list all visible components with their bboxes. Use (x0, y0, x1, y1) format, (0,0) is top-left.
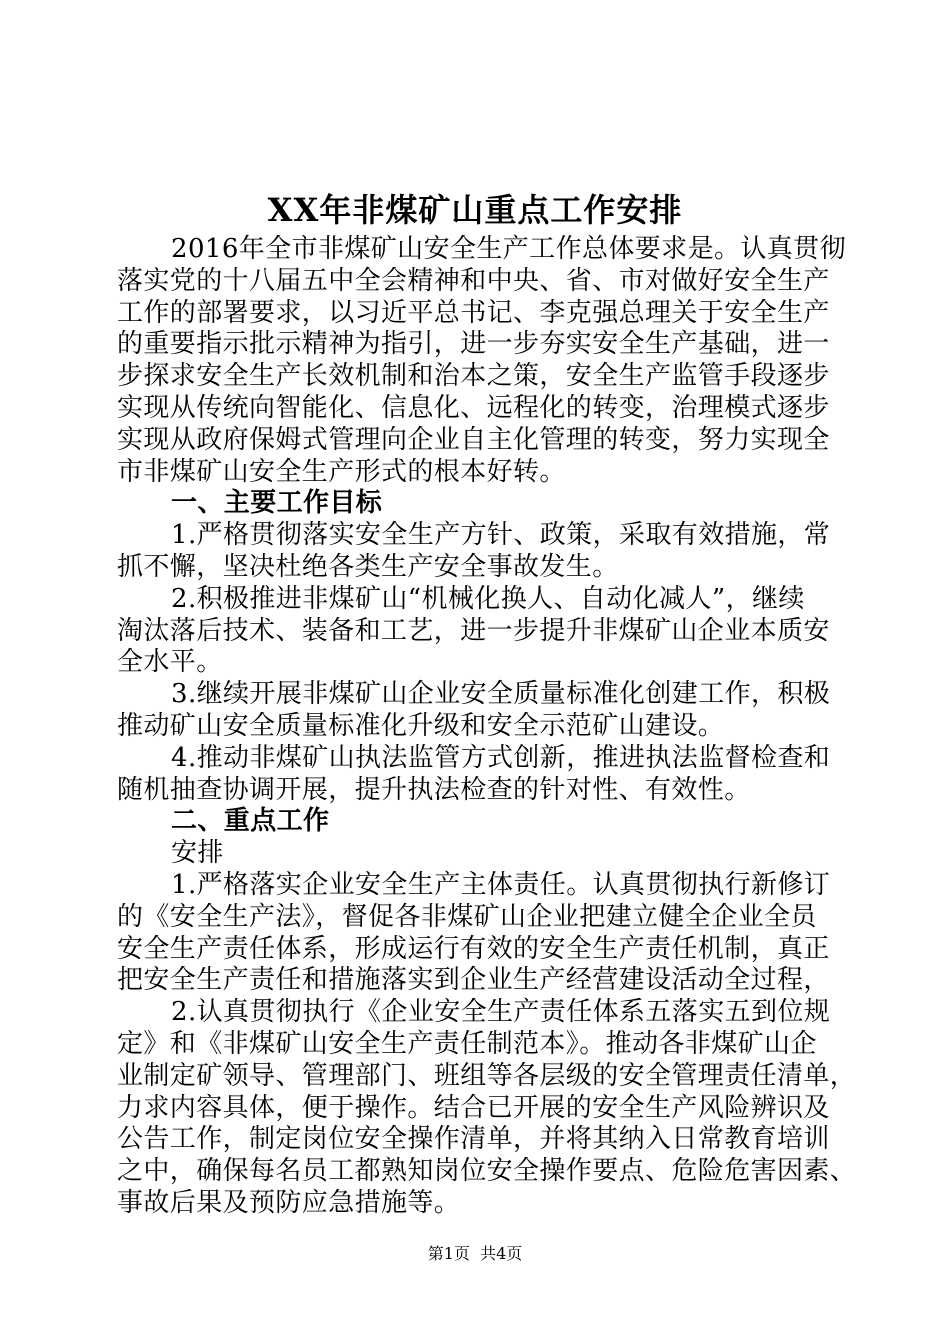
paragraph-line: 公告工作，制定岗位安全操作清单，并将其纳入日常教育培训 (117, 1124, 830, 1155)
paragraph-line: 力求内容具体，便于操作。结合已开展的安全生产风险辨识及 (117, 1092, 830, 1123)
page-footer: 第1页 共4页 (427, 1244, 523, 1263)
document-body (117, 234, 857, 1220)
document-title: XX年非煤矿山重点工作安排 (267, 191, 683, 229)
paragraph-line: 随机抽查协调开展，提升执法检查的针对性、有效性。 (117, 774, 751, 805)
section-heading-main-goals: 一、主要工作目标 (171, 488, 383, 519)
paragraph-line: 之中，确保每名员工都熟知岗位安全操作要点、危险危害因素、 (117, 1156, 857, 1187)
paragraph-line: 实现从传统向智能化、信息化、远程化的转变，治理模式逐步 (117, 392, 830, 423)
paragraph-line: 1.严格贯彻落实安全生产方针、政策，采取有效措施，常 (171, 520, 831, 551)
paragraph-line: 落实党的十八届五中全会精神和中央、省、市对做好安全生产 (117, 265, 830, 296)
section-heading-key-work: 二、重点工作 (171, 806, 330, 837)
paragraph-line: 步探求安全生产长效机制和治本之策，安全生产监管手段逐步 (117, 361, 830, 392)
paragraph-line: 安全生产责任体系，形成运行有效的安全生产责任机制，真正 (117, 933, 830, 964)
paragraph-line: 事故后果及预防应急措施等。 (117, 1187, 461, 1218)
paragraph-line: 把安全生产责任和措施落实到企业生产经营建设活动全过程， (117, 965, 830, 996)
paragraph-line: 2.积极推进非煤矿山“机械化换人、自动化减人”，继续 (171, 583, 805, 614)
paragraph-line: 淘汰落后技术、装备和工艺，进一步提升非煤矿山企业本质安 (117, 615, 830, 646)
paragraph-line: 推动矿山安全质量标准化升级和安全示范矿山建设。 (117, 710, 725, 741)
paragraph-line: 2016年全市非煤矿山安全生产工作总体要求是。认真贯彻 (171, 234, 846, 264)
paragraph-line: 4.推动非煤矿山执法监管方式创新，推进执法监督检查和 (171, 742, 831, 773)
paragraph-line: 业制定矿领导、管理部门、班组等各层级的安全管理责任清单， (117, 1060, 857, 1091)
paragraph-line: 全水平。 (117, 647, 223, 678)
paragraph-line: 工作的部署要求，以习近平总书记、李克强总理关于安全生产 (117, 297, 830, 328)
paragraph-line: 抓不懈，坚决杜绝各类生产安全事故发生。 (117, 551, 619, 582)
paragraph-line: 安排 (171, 838, 224, 869)
paragraph-line: 1.严格落实企业安全生产主体责任。认真贯彻执行新修订 (171, 869, 831, 900)
paragraph-line: 定》和《非煤矿山安全生产责任制范本》。推动各非煤矿山企 (117, 1028, 817, 1059)
paragraph-line: 的重要指示批示精神为指引，进一步夯实安全生产基础，进一 (117, 329, 830, 360)
paragraph-line: 市非煤矿山安全生产形式的根本好转。 (117, 456, 566, 487)
paragraph-line: 实现从政府保姆式管理向企业自主化管理的转变，努力实现全 (117, 424, 830, 455)
paragraph-line: 3.继续开展非煤矿山企业安全质量标准化创建工作，积极 (171, 679, 831, 710)
paragraph-line: 的《安全生产法》，督促各非煤矿山企业把建立健全企业全员 (117, 901, 817, 932)
paragraph-line: 2.认真贯彻执行《企业安全生产责任体系五落实五到位规 (171, 997, 831, 1028)
